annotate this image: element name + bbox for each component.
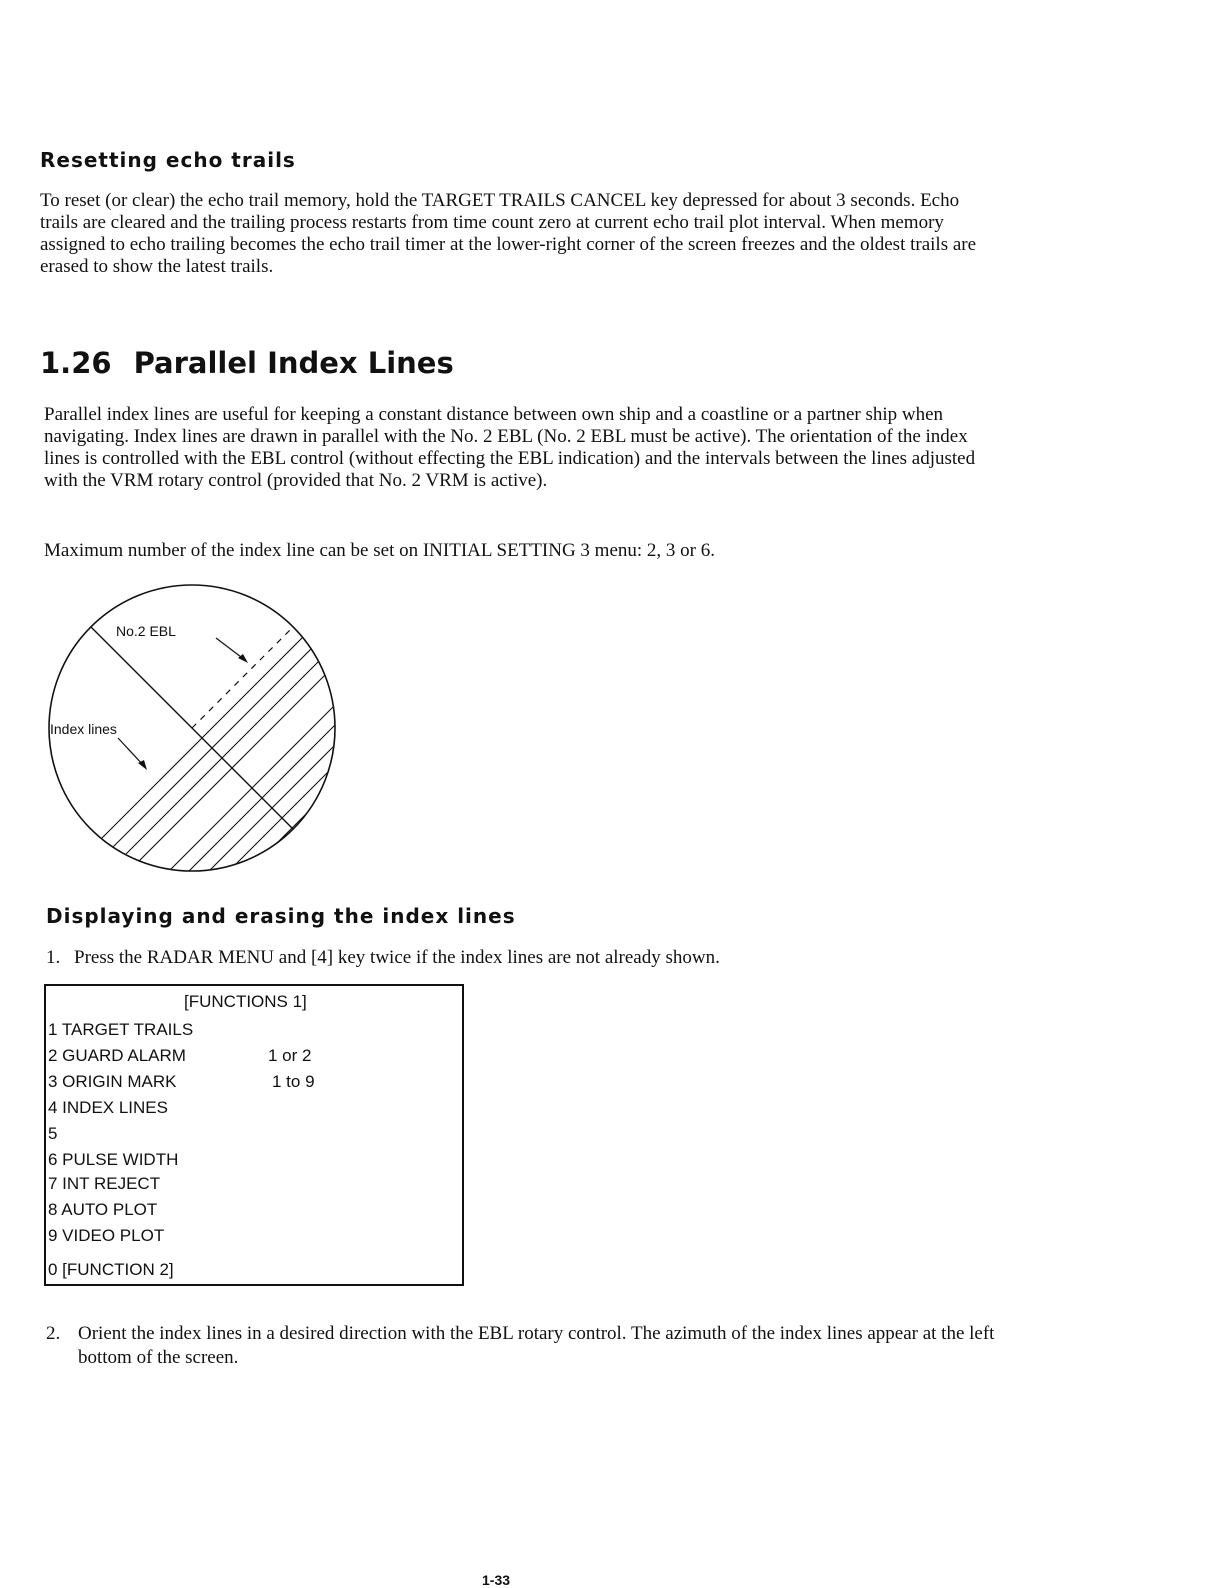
menu-item-guard-alarm[interactable]: 2 GUARD ALARM — [48, 1046, 186, 1065]
index-lines-diagram — [40, 580, 350, 880]
index-line — [80, 630, 350, 880]
menu-title: [FUNCTIONS 1] — [184, 992, 307, 1011]
heading-resetting-echo-trails: Resetting echo trails — [40, 148, 296, 172]
menu-item-auto-plot[interactable]: 8 AUTO PLOT — [48, 1200, 158, 1219]
menu-item-video-plot[interactable]: 9 VIDEO PLOT — [48, 1226, 165, 1245]
index-line — [40, 630, 350, 880]
paragraph-parallel-index-intro: Parallel index lines are useful for keeping a constant distance between own ship and a coastline or a partner ship when navigating. Index lines are drawn in parallel with the No. 2 EBL (No. 2 EBL must be active). The orientation of the index lines is controlled with the EBL control (without effecting the EBL indication) and the intervals between the lines adjusted with the VRM rotary control (provided that No. 2 VRM is active). — [44, 404, 976, 491]
menu-value-origin-mark: 1 to 9 — [272, 1072, 315, 1091]
menu-item-int-reject[interactable]: 7 INT REJECT — [48, 1174, 161, 1193]
page-number: 1-33 — [482, 1572, 511, 1588]
index-lines-figure — [40, 580, 350, 880]
parallel-index-line-group — [40, 630, 350, 880]
section-title — [40, 346, 454, 380]
heading-displaying-erasing: Displaying and erasing the index lines — [46, 904, 516, 928]
step-2-text: Orient the index lines in a desired direction with the EBL rotary control. The azimuth of the index lines appear at the left bottom of the screen. — [78, 1323, 995, 1368]
step-1-text: Press the RADAR MENU and [4] key twice if the index lines are not already shown. — [74, 947, 720, 968]
step-2-number: 2. — [46, 1323, 61, 1344]
paragraph-max-index-lines: Maximum number of the index line can be set on INITIAL SETTING 3 menu: 2, 3 or 6. — [44, 540, 716, 561]
pointer-arrow-index — [118, 738, 144, 766]
functions-menu — [44, 984, 464, 1286]
step-1-number: 1. — [46, 947, 61, 968]
paragraph-resetting: To reset (or clear) the echo trail memory, hold the TARGET TRAILS CANCEL key depressed for about 3 seconds. Echo trails are cleared and the trailing process restarts from time count zero at current echo trail plot interval. When memory assigned to echo trailing becomes the echo trail timer at the lower-right corner of the screen freezes and the oldest trails are erased to show the latest trails. — [40, 190, 977, 277]
index-line — [120, 630, 350, 880]
index-line — [40, 630, 350, 880]
step-1 — [46, 946, 720, 970]
index-line — [40, 630, 350, 880]
menu-value-guard-alarm: 1 or 2 — [268, 1046, 312, 1065]
menu-item-target-trails[interactable]: 1 TARGET TRAILS — [48, 1020, 194, 1039]
section-title-text: Parallel Index Lines — [133, 346, 454, 380]
section-number: 1.26 — [40, 346, 112, 380]
menu-item-function-2[interactable]: 0 [FUNCTION 2] — [48, 1260, 174, 1279]
menu-item-index-lines[interactable]: 4 INDEX LINES — [48, 1098, 168, 1117]
menu-item-pulse-width[interactable]: 6 PULSE WIDTH — [48, 1150, 179, 1169]
ebl-dashed-line — [192, 630, 290, 728]
label-index-lines: Index lines — [50, 721, 117, 737]
menu-item-origin-mark[interactable]: 3 ORIGIN MARK — [48, 1072, 177, 1091]
label-no2-ebl: No.2 EBL — [116, 623, 176, 639]
step-2 — [46, 1322, 1006, 1370]
index-line — [40, 630, 310, 880]
menu-item-5[interactable]: 5 — [48, 1124, 58, 1143]
